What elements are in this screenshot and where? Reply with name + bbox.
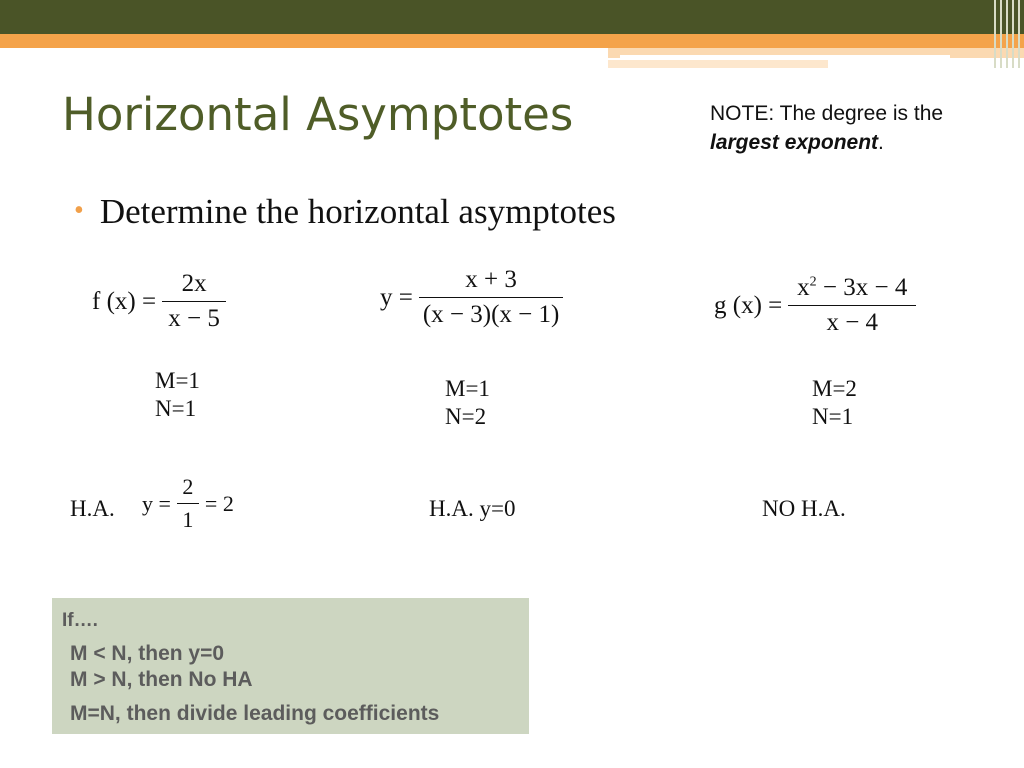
denominator: x − 4 [788, 305, 916, 337]
degree-note [710, 99, 1000, 157]
bullet-text: Determine the horizontal asymptotes [99, 192, 616, 231]
slide-title: Horizontal Asymptotes [62, 88, 574, 141]
degree-m: M=1 [155, 368, 200, 393]
degree-m: M=2 [812, 376, 857, 401]
ha-lhs: y = [142, 490, 171, 516]
bullet-dot-icon: • [74, 195, 84, 226]
fraction [162, 270, 226, 333]
formula-g [714, 274, 922, 337]
note-emphasis: largest exponent [710, 131, 879, 154]
numerator: 2x [181, 270, 207, 297]
header-stripes [992, 0, 1024, 68]
header-divider-line [620, 55, 950, 58]
note-text: NOTE: The degree is the [710, 102, 944, 125]
denominator: x − 5 [162, 301, 226, 333]
formula-y [380, 266, 569, 329]
numerator-exponent: 2 [809, 274, 817, 290]
formula-lhs: f (x) = [92, 287, 157, 315]
rules-intro: If…. [62, 610, 98, 631]
fraction [419, 266, 564, 329]
ha-fraction [177, 474, 199, 533]
rule-less-than: M < N, then y=0 [70, 642, 225, 665]
rules-box [52, 598, 529, 734]
ha-result-1: H.A. [70, 496, 115, 521]
numerator: x + 3 [465, 266, 517, 293]
degree-counts-1 [155, 367, 200, 423]
bullet-item [74, 192, 616, 232]
degree-n: N=1 [812, 404, 854, 429]
formula-lhs: g (x) = [714, 291, 783, 319]
numerator [793, 274, 911, 305]
degree-counts-3 [812, 375, 857, 431]
header-band-lighter [608, 60, 828, 68]
numerator-base: x [797, 274, 810, 301]
degree-counts-2 [445, 375, 490, 431]
ha-rhs: = 2 [204, 490, 234, 516]
formula-lhs: y = [380, 283, 413, 311]
denominator: (x − 3)(x − 1) [419, 297, 564, 329]
formula-f [92, 270, 232, 333]
header-band-dark [0, 0, 1024, 34]
rule-greater-than: M > N, then No HA [70, 668, 253, 691]
ha-result-2: H.A. y=0 [429, 496, 516, 521]
note-end: . [878, 131, 884, 154]
rule-equal: M=N, then divide leading coefficients [70, 702, 440, 725]
ha-denominator: 1 [177, 503, 199, 533]
ha-numerator: 2 [182, 474, 194, 499]
header-band-orange [0, 34, 1024, 48]
fraction [788, 274, 916, 337]
degree-n: N=2 [445, 404, 487, 429]
degree-m: M=1 [445, 376, 490, 401]
numerator-rest: − 3x − 4 [816, 274, 908, 301]
ha-result-3: NO H.A. [762, 496, 846, 521]
degree-n: N=1 [155, 396, 197, 421]
ha-equation-1 [142, 474, 234, 533]
